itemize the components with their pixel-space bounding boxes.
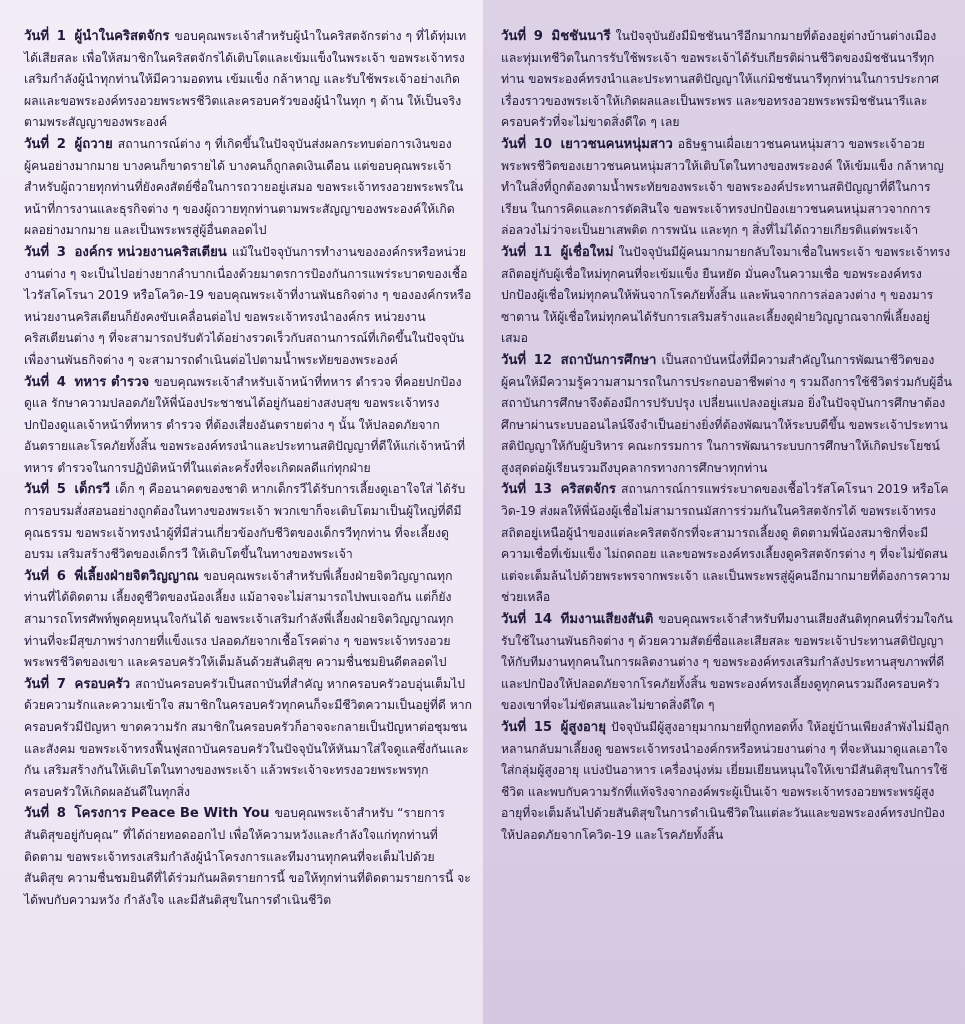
day-label: วันที่ [24,482,50,498]
day-label: วันที่ [24,136,50,152]
prayer-entry [501,242,953,350]
entry-title: สถาบันการศึกษา [560,352,657,368]
day-label: วันที่ [24,374,50,390]
day-label: วันที่ [501,482,527,498]
entry-title: ผู้ถวาย [74,136,113,152]
day-label: วันที่ [501,352,527,368]
prayer-entry [24,674,473,804]
entry-title: ทีมงานเสียงสันติ [560,612,654,628]
entry-text: ในปัจจุบันมีผู้คนมากมายกลับใจมาเชื่อในพระเจ้า ขอพระเจ้าทรงสถิตอยู่กับผู้เชื่อใหม่ทุกคนที่จะเข้มแข็ง ยืนหยัด มั่นคงในความเชื่อ ขอพระองค์ทรงปกป้องผู้เชื่อใหม่ทุกคนให้พ้นจากโรคภัยทั้งสิ้น และพ้นจากการล่อลวงต่าง ๆ ของมารซาตาน ให้ผู้เชื่อใหม่ทุกคนได้รับการเสริมสร้างและเลี้ยงดูฝ่ายวิญญาณจากพี่เลี้ยงอยู่เสมอ [501,244,951,346]
entry-title: มิชชันนารี [551,29,611,44]
entry-text: ขอบคุณพระเจ้าสำหรับพี่เลี้ยงฝ่ายจิตวิญญาณทุกท่านที่ได้ติดตาม เลี้ยงดูชีวิตของน้องเลี้ยง แม้อาจจะไม่สามารถไปพบเจอกัน แต่ก็ยังสามารถโทรศัพท์พูดคุยหนุนใจกันได้ ขอพระเจ้าเสริมกำลังพี่เลี้ยงฝ่ายจิตวิญญาณทุกท่านที่จะมีสุขภาพร่างกายที่แข็งแรง ปลอดภัยจากเชื้อโรคต่าง ๆ ขอพระเจ้าทรงอวยพระพรชีวิตของเขา และครอบครัวให้เต็มล้นด้วยสันติสุข ความชื่นชมยินดีตลอดไป [24,568,454,670]
day-number: 15 [533,720,553,735]
prayer-entry [501,479,953,609]
entry-title: ครอบครัว [74,676,131,692]
entry-title: เยาวชนคนหนุ่มสาว [560,136,673,152]
day-label: วันที่ [501,720,527,735]
entry-heading [24,569,204,584]
entry-title: เด็กรวี [74,482,111,498]
day-number: 5 [56,482,66,498]
day-number: 10 [533,136,553,152]
day-number: 9 [533,29,543,44]
prayer-entry [24,803,473,911]
day-number: 13 [533,482,553,498]
day-number: 14 [533,612,553,628]
day-label: วันที่ [501,136,527,152]
entry-text: แม้ในปัจจุบันการทำงานขององค์กรหรือหน่วยงานต่าง ๆ จะเป็นไปอย่างยากลำบากเนื่องด้วยมาตรการป้องกันการแพร่ระบาดของเชื้อไวรัสโคโรนา 2019 หรือโควิด-19 ขอบคุณพระเจ้าที่งานพันธกิจต่าง ๆ ขององค์กรหรือหน่วยงานคริสเตียนก็ยังคงขับเคลื่อนต่อไป ขอพระเจ้าทรงนำองค์กร หน่วยงานคริสเตียนต่าง ๆ ที่จะสามารถปรับตัวได้อย่างรวดเร็วกับสถานการณ์ที่เกิดขึ้นในปัจจุบันเพื่องานพันธกิจต่าง ๆ จะสามารถดำเนินต่อไปตามน้ำพระทัยของพระองค์ [24,244,472,367]
day-number: 12 [533,352,553,368]
entry-text: เด็ก ๆ คืออนาคตของชาติ หากเด็กรวีได้รับการเลี้ยงดูเอาใจใส่ ได้รับการอบรมสั่งสอนอย่างถูกต้องในทางของพระเจ้า พวกเขาก็จะเติบโตมาเป็นผู้ใหญ่ที่ดีมีคุณธรรม ขอพระเจ้าทรงนำผู้ที่มีส่วนเกี่ยวข้องกับชีวิตของเด็กรวีทุกท่าน ที่จะเลี้ยงดูอบรม เสริมสร้างชีวิตของเด็กรวี ให้เติบโตขึ้นในทางของพระเจ้า [24,482,466,562]
day-label: วันที่ [501,29,527,44]
entry-heading [24,137,118,152]
entry-heading [24,677,135,692]
prayer-entry [501,134,953,242]
right-column [483,0,965,1024]
day-number: 2 [56,136,66,152]
entry-heading [501,245,619,260]
entry-text: ขอบคุณพระเจ้าสำหรับ “รายการสันติสุขอยู่กับคุณ” ที่ได้ถ่ายทอดออกไป เพื่อให้ความหวังและกำลังใจแก่ทุกท่านที่ติดตาม ขอพระเจ้าทรงเสริมกำลังผู้นำโครงการและทีมงานทุกคนที่จะเต็มไปด้วยสันติสุข ความชื่นชมยินดีที่ได้ร่วมกันผลิตรายการนี้ ขอให้ทุกท่านที่ติดตามรายการนี้ จะได้พบกับความหวัง กำลังใจ และมีสันติสุขในการดำเนินชีวิต [24,806,471,907]
entry-title: ทหาร ตำรวจ [74,374,150,390]
day-number: 3 [56,244,66,260]
entry-title: ผู้นำในคริสตจักร [74,29,170,44]
prayer-entry [24,479,473,565]
entry-text: สถานการณ์ต่าง ๆ ที่เกิดขึ้นในปัจจุบันส่งผลกระทบต่อการเงินของผู้คนอย่างมากมาย บางคนก็ขาดรายได้ บางคนก็ถูกลดเงินเดือน แต่ขอบคุณพระเจ้าสำหรับผู้ถวายทุกท่านที่ยังคงสัตย์ซื่อในการถวายอยู่เสมอ ขอพระเจ้าทรงอวยพระพรในหน้าที่การงานและธุรกิจต่าง ๆ ของผู้ถวายทุกท่านตามพระสัญญาของพระองค์ให้เกิดผลอย่างมากมาย และเป็นพระพรสู่ผู้อื่นตลอดไป [24,136,464,238]
day-label: วันที่ [501,612,527,628]
day-label: วันที่ [24,568,50,584]
entry-title: ผู้สูงอายุ [560,720,606,735]
entry-heading [501,137,678,152]
day-label: วันที่ [501,244,527,260]
entry-heading [501,482,621,497]
day-number: 8 [56,806,66,822]
entry-title: พี่เลี้ยงฝ่ายจิตวิญญาณ [74,568,199,584]
prayer-entry [24,134,473,242]
day-label: วันที่ [24,806,50,822]
entry-text: ขอบคุณพระเจ้าสำหรับทีมงานเสียงสันติทุกคนที่ร่วมใจกันรับใช้ในงานพันธกิจต่าง ๆ ด้วยความสัตย์ซื่อและเสียสละ ขอพระเจ้าประทานสติปัญญาให้กับทีมงานทุกคนในการผลิตงานต่าง ๆ ขอพระองค์ทรงเสริมกำลังประทานสุขภาพที่ดีและปกป้องให้ปลอดภัยจากโรคภัยทั้งสิ้น ขอพระองค์ทรงเลี้ยงดูทุกคนรวมถึงครอบครัวของเขาที่จะไม่ขัดสนและไม่ขาดสิ่งดีใด ๆ [501,612,953,713]
day-number: 6 [56,568,66,584]
entry-heading [24,375,154,390]
entry-heading [501,720,611,735]
prayer-entry [501,26,953,134]
day-label: วันที่ [24,29,50,44]
prayer-entry [24,242,473,372]
entry-heading [501,29,616,44]
entry-heading [24,482,115,497]
day-number: 7 [56,676,66,692]
day-number: 1 [56,29,66,44]
entry-title: โครงการ Peace Be With You [74,806,270,822]
entry-text: อธิษฐานเผื่อเยาวชนคนหนุ่มสาว ขอพระเจ้าอวยพระพรชีวิตของเยาวชนคนหนุ่มสาวให้เติบโตในทางของพระองค์ ให้เข้มแข็ง กล้าหาญทำในสิ่งที่ถูกต้องตามน้ำพระทัยของพระเจ้า ขอพระองค์ประทานสติปัญญาที่ดีในการเรียน ในการคิดและการตัดสินใจ ขอพระเจ้าทรงปกป้องเยาวชนคนหนุ่มสาวจากการล่อลวงไม่ว่าจะเป็นยาเสพติด การพนัน และทุก ๆ สิ่งที่ไม่ได้ถวายเกียรติแด่พระเจ้า [501,136,944,238]
prayer-entry [24,26,473,134]
prayer-entry [501,350,953,480]
entry-text: สถานการณ์การแพร่ระบาดของเชื้อไวรัสโคโรนา 2019 หรือโควิด-19 ส่งผลให้พี่น้องผู้เชื่อไม่สามารถนมัสการร่วมกันในคริสตจักรได้ ขอพระเจ้าทรงสถิตอยู่เหนือผู้นำของแต่ละคริสตจักรที่จะสามารถเลี้ยงดู ติดตามพี่น้องสมาชิกที่จะมีความเชื่อที่เข้มแข็ง ไม่ถดถอย และขอพระองค์ทรงเลี้ยงดูคริสตจักรต่าง ๆ ที่จะไม่ขัดสน แต่จะเต็มล้นไปด้วยพระพรจากพระเจ้า และเป็นพระพรสู่ผู้คนอีกมากมายที่ต้องการความช่วยเหลือ [501,482,951,605]
entry-text: ปัจจุบันมีผู้สูงอายุมากมายที่ถูกทอดทิ้ง ให้อยู่บ้านเพียงลำพังไม่มีลูกหลานกลับมาเลี้ยงดู ขอพระเจ้าทรงนำองค์กรหรือหน่วยงานต่าง ๆ ที่จะหันมาดูแลเอาใจใส่กลุ่มผู้สูงอายุ แบ่งปันอาหาร เครื่องนุ่งห่ม เยี่ยมเยียนหนุนใจให้เขามีสันติสุขในการใช้ชีวิต และพบกับความรักที่แท้จริงจากองค์พระผู้เป็นเจ้า ขอพระเจ้าทรงอวยพระพรผู้สูงอายุที่จะเต็มล้นไปด้วยสันติสุขในการดำเนินชีวิตในแต่ละวันและขอพระองค์ทรงปกป้องให้ปลอดภัยจากโควิด-19 และโรคภัยทั้งสิ้น [501,720,950,842]
entry-text: ในปัจจุบันยังมีมิชชันนารีอีกมากมายที่ต้องอยู่ต่างบ้านต่างเมืองและทุ่มเทชีวิตในการรับใช้พระเจ้า ขอพระเจ้าได้รับเกียรติผ่านชีวิตของมิชชันนารีทุกท่าน ขอพระองค์ทรงนำและประทานสติปัญญาให้แก่มิชชันนารีทุกท่านในการประกาศเรื่องราวของพระเจ้าให้เกิดผลและเป็นพระพร และขอทรงอวยพระพรมิชชันนารีและครอบครัวที่จะไม่ขาดสิ่งดีใด ๆ เลย [501,29,939,130]
entry-heading [24,245,232,260]
entry-heading [501,353,661,368]
entry-heading [24,29,174,44]
prayer-entry [501,609,953,717]
day-number: 4 [56,374,66,390]
entry-heading [24,806,275,821]
entry-text: สถาบันครอบครัวเป็นสถาบันที่สำคัญ หากครอบครัวอบอุ่นเต็มไปด้วยความรักและความเข้าใจ สมาชิกในครอบครัวทุกคนก็จะมีชีวิตความเป็นอยู่ที่ดี หากครอบครัวมีปัญหา ขาดความรัก สมาชิกในครอบครัวก็อาจจะกลายเป็นปัญหาต่อชุมชนและสังคม ขอพระเจ้าทรงฟื้นฟูสถาบันครอบครัวในปัจจุบันให้หันมาใส่ใจดูแลซึ่งกันและกัน เสริมสร้างกันให้เติบโตในทางของพระเจ้า แล้วพระเจ้าจะทรงอวยพระพรทุกครอบครัวให้เกิดผลอันดีในทุกสิ่ง [24,676,472,799]
entry-title: องค์กร หน่วยงานคริสเตียน [74,244,227,260]
day-number: 11 [533,244,553,260]
day-label: วันที่ [24,676,50,692]
day-label: วันที่ [24,244,50,260]
entry-text: ขอบคุณพระเจ้าสำหรับผู้นำในคริสตจักรต่าง ๆ ที่ได้ทุ่มเทได้เสียสละ เพื่อให้สมาชิกในคริสตจักรได้เติบโตและเข้มแข็งในพระเจ้า ขอพระเจ้าทรงเสริมกำลังผู้นำทุกท่านให้มีความอดทน เข้มแข็ง กล้าหาญ และรับใช้พระเจ้าอย่างเกิดผลและขอพระองค์ทรงอวยพระพรชีวิตและครอบครัวของผู้นำในทุก ๆ ด้าน ให้เป็นจริงตามพระสัญญาของพระองค์ [24,29,467,130]
entry-text: ขอบคุณพระเจ้าสำหรับเจ้าหน้าที่ทหาร ตำรวจ ที่คอยปกป้องดูแล รักษาความปลอดภัยให้พี่น้องประชาชนได้อยู่กันอย่างสงบสุข ขอพระเจ้าทรงปกป้องดูแลเจ้าหน้าที่ทหาร ตำรวจ ที่ต้องเสี่ยงอันตรายต่าง ๆ นั้น ให้ปลอดภัยจากอันตรายและโรคภัยทั้งสิ้น ขอพระองค์ทรงนำและประทานสติปัญญาที่ดีให้แก่เจ้าหน้าที่ทหาร ตำรวจในการปฏิบัติหน้าที่ในแต่ละครั้งที่จะเกิดผลดีแก่ทุกฝ่าย [24,374,466,475]
entry-heading [501,612,658,627]
entry-title: ผู้เชื่อใหม่ [560,244,614,260]
entry-title: คริสตจักร [560,482,616,498]
prayer-entry [24,566,473,674]
prayer-entry [501,717,953,847]
entry-text: เป็นสถาบันหนึ่งที่มีความสำคัญในการพัฒนาชีวิตของผู้คนให้มีความรู้ความสามารถในการประกอบอาชีพต่าง ๆ รวมถึงการใช้ชีวิตร่วมกับผู้อื่น สถาบันการศึกษาจึงต้องมีการปรับปรุง เปลี่ยนแปลงอยู่เสมอ ยิ่งในปัจจุบันการศึกษาต้องศึกษาผ่านระบบออนไลน์จึงจำเป็นอย่างยิ่งที่ต้องพัฒนาให้ระบบดีขึ้น ขอพระเจ้าประทานสติปัญญาให้กับผู้บริหาร คณะกรรมการ ในการพัฒนาระบบการศึกษาให้เกิดประโยชน์สูงสุดต่อผู้เรียนรวมถึงบุคลากรทางการศึกษาทุกท่าน [501,352,952,475]
prayer-entry [24,372,473,480]
